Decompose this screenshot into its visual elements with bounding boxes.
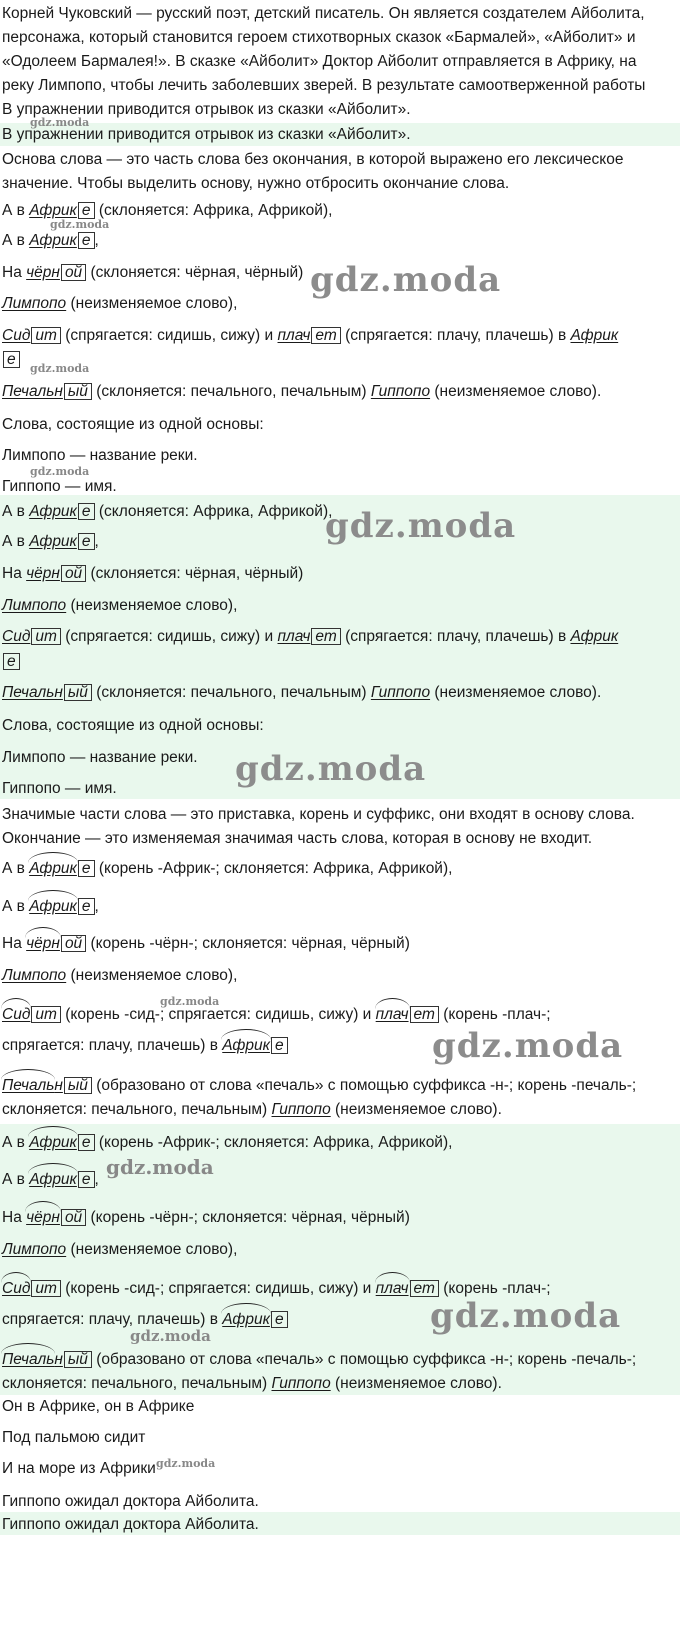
text: А в [2, 503, 25, 520]
word-ending: ый [64, 1077, 92, 1094]
text: в [209, 1037, 218, 1054]
single-base-title: Слова, состоящие из одной основы: [2, 416, 264, 433]
word-root: Африк [29, 898, 77, 915]
intro-line: «Одолеем Бармалея!». В сказке «Айболит» Доктор Айболит отправляется в Африку, на [2, 53, 637, 70]
note: (образовано от слова «печаль» с помощью суффикса -н-; корень -печаль-; [96, 1077, 637, 1094]
word-root: чёрн [26, 1209, 60, 1226]
note: (неизменяемое слово), [70, 1241, 238, 1258]
word-stem: Печальн [2, 383, 63, 400]
word-ending: е [78, 232, 95, 249]
word-ending: ой [61, 565, 86, 582]
word-ending: е [3, 653, 20, 670]
note: склоняется: печального, печальным) [2, 1375, 268, 1392]
text: На [2, 935, 22, 952]
text: На [2, 565, 22, 582]
text: и [362, 1280, 372, 1297]
word-root: Печаль [2, 1351, 55, 1368]
parts-definition: Окончание — это изменяемая значимая часть слова, которая в основу не входит. [2, 830, 593, 847]
watermark: gdz.moda [432, 1026, 624, 1066]
text: А в [2, 533, 25, 550]
word-root: Африк [29, 860, 77, 877]
text: , [94, 1171, 99, 1188]
word-ending: е [78, 898, 95, 915]
analysis-line [0, 1350, 680, 1370]
watermark: gdz.moda [130, 1327, 211, 1345]
parts-definition: Значимые части слова — это приставка, корень и суффикс, они входят в основу слова. [2, 806, 635, 823]
poem-line: Он в Африке, он в Африке [2, 1398, 195, 1415]
word-stem: плач [277, 327, 311, 344]
note: (неизменяемое слово). [434, 684, 602, 701]
single-base-title: Слова, состоящие из одной основы: [2, 717, 264, 734]
note: склоняется: печального, печальным) [2, 1101, 268, 1118]
poem-line: Гиппопо ожидал доктора Айболита. [2, 1493, 259, 1510]
note: (корень -Африк-; склоняется: Африка, Африкой), [98, 1134, 453, 1151]
word-stem: Гиппопо [271, 1375, 331, 1392]
word-root: чёрн [26, 935, 60, 952]
watermark: gdz.moda [430, 1296, 622, 1336]
poem-line: Гиппопо ожидал доктора Айболита. [2, 1516, 259, 1533]
word-root: Сид [2, 1280, 31, 1297]
analysis-line [0, 934, 680, 954]
note: (корень -чёрн-; склоняется: чёрная, чёрный) [90, 935, 410, 952]
base-definition: Основа слова — это часть слова без окончания, в которой выражено его лексическое [2, 151, 624, 168]
text: А в [2, 232, 25, 249]
text: А в [2, 202, 25, 219]
word-root: Сид [2, 1006, 31, 1023]
word-ending: е [78, 860, 95, 877]
word-stem: плач [277, 628, 311, 645]
watermark: gdz.moda [30, 465, 90, 478]
note: (склоняется: чёрная, чёрный) [90, 264, 304, 281]
word-ending: е [78, 503, 95, 520]
single-base-item: Лимпопо — название реки. [2, 447, 198, 464]
watermark: gdz.moda [30, 362, 90, 375]
word-ending: ый [64, 1351, 92, 1368]
word-ending: е [78, 1171, 95, 1188]
word-root: плач [375, 1006, 409, 1023]
word-stem: Африк [29, 503, 77, 520]
word-stem: Сид [2, 628, 31, 645]
analysis-line [0, 859, 680, 879]
note: (неизменяемое слово), [70, 295, 238, 312]
word-ending: ый [64, 684, 92, 701]
analysis-line [0, 564, 680, 584]
word-ending: ет [410, 1280, 439, 1297]
analysis-line [0, 627, 680, 647]
note: (склоняется: чёрная, чёрный) [90, 565, 304, 582]
note: (склоняется: печального, печальным) [96, 684, 367, 701]
word-suffix: н [54, 1351, 63, 1368]
analysis-line [0, 1133, 680, 1153]
text: и [362, 1006, 372, 1023]
word-ending: ит [31, 327, 61, 344]
note: (корень -плач-; [443, 1006, 551, 1023]
note: (неизменяемое слово), [70, 967, 238, 984]
note: (спрягается: сидишь, сижу) [65, 327, 261, 344]
note: (неизменяемое слово). [335, 1101, 502, 1118]
word-stem: Лимпопо [2, 597, 67, 614]
analysis-line [0, 596, 680, 616]
note: спрягается: плачу, плачешь) [2, 1037, 206, 1054]
analysis-line [0, 1100, 680, 1120]
word-stem: Гиппопо [370, 684, 431, 701]
single-base-item: Лимпопо — название реки. [2, 749, 198, 766]
word-ending: е [3, 351, 20, 368]
word-stem: Африк [570, 628, 619, 645]
word-root: Африк [222, 1037, 270, 1054]
word-suffix: н [54, 1077, 63, 1094]
word-root: Печаль [2, 1077, 55, 1094]
analysis-line [0, 1076, 680, 1096]
word-stem: Африк [570, 327, 619, 344]
word-ending: е [78, 533, 95, 550]
word-ending: ет [311, 327, 340, 344]
text: , [94, 232, 99, 249]
analysis-line [0, 683, 680, 703]
analysis-line [0, 1374, 680, 1394]
word-stem: чёрн [26, 264, 60, 281]
text: в [209, 1311, 218, 1328]
note: (корень -сид-; спрягается: сидишь, сижу) [65, 1006, 359, 1023]
text: А в [2, 1171, 25, 1188]
base-definition: значение. Чтобы выделить основу, нужно отбросить окончание слова. [2, 175, 510, 192]
watermark: gdz.moda [160, 995, 220, 1008]
word-stem: Африк [29, 202, 77, 219]
word-ending: ой [61, 264, 86, 281]
word-ending: ый [64, 383, 92, 400]
word-stem: Африк [29, 232, 77, 249]
intro-line: Корней Чуковский — русский поэт, детский писатель. Он является создателем Айболита, [2, 5, 645, 22]
note: (образовано от слова «печаль» с помощью суффикса -н-; корень -печаль-; [96, 1351, 637, 1368]
analysis-line [0, 350, 680, 370]
analysis-line [0, 326, 680, 346]
note: (неизменяемое слово), [70, 597, 238, 614]
poem-line: И на море из Африки [2, 1460, 156, 1477]
word-root: Африк [29, 1171, 77, 1188]
text: , [94, 898, 99, 915]
text: А в [2, 1134, 25, 1151]
single-base-item: Гиппопо — имя. [2, 780, 117, 797]
analysis-line [0, 1170, 680, 1190]
note: (склоняется: Африка, Африкой), [98, 503, 333, 520]
analysis-line [0, 652, 680, 672]
note: (корень -плач-; [443, 1280, 551, 1297]
word-ending: ит [31, 1006, 61, 1023]
word-ending: ой [61, 1209, 86, 1226]
note: (склоняется: печального, печальным) [96, 383, 367, 400]
intro-line: персонажа, который становится героем стихотворных сказок «Бармалей», «Айболит» и [2, 29, 636, 46]
note: (спрягается: плачу, плачешь) [345, 327, 554, 344]
word-stem: Лимпопо [2, 1241, 67, 1258]
word-stem: Лимпопо [2, 967, 67, 984]
note: (неизменяемое слово). [335, 1375, 502, 1392]
text: , [94, 533, 99, 550]
analysis-line [0, 897, 680, 917]
intro-line: реку Лимпопо, чтобы лечить заболевших зверей. В результате самоотверженной работы [2, 77, 646, 94]
analysis-line [0, 382, 680, 402]
word-stem: Гиппопо [370, 383, 431, 400]
watermark: gdz.moda [106, 1155, 214, 1179]
text: А в [2, 898, 25, 915]
word-ending: е [271, 1037, 288, 1054]
word-stem: Сид [2, 327, 31, 344]
watermark: gdz.moda [156, 1457, 216, 1470]
word-stem: чёрн [26, 565, 60, 582]
poem-line: Под пальмою сидит [2, 1429, 146, 1446]
analysis-line [0, 231, 680, 251]
analysis-line [0, 1208, 680, 1228]
note: (корень -Африк-; склоняется: Африка, Африкой), [98, 860, 453, 877]
watermark: gdz.moda [325, 506, 517, 546]
word-ending: е [271, 1311, 288, 1328]
intro-line: В упражнении приводится отрывок из сказки «Айболит». [2, 126, 411, 143]
word-ending: е [78, 1134, 95, 1151]
analysis-line [0, 1005, 680, 1025]
note: (корень -сид-; спрягается: сидишь, сижу) [65, 1280, 359, 1297]
word-ending: ет [311, 628, 340, 645]
text: На [2, 1209, 22, 1226]
note: (склоняется: Африка, Африкой), [98, 202, 333, 219]
intro-line: В упражнении приводится отрывок из сказки «Айболит». [2, 101, 411, 118]
watermark: gdz.moda [50, 218, 110, 231]
analysis-line [0, 1240, 680, 1260]
word-stem: Гиппопо [271, 1101, 331, 1118]
text: в [557, 628, 567, 645]
word-stem: Печальн [2, 684, 63, 701]
watermark: gdz.moda [30, 116, 90, 129]
note: (спрягается: сидишь, сижу) [65, 628, 261, 645]
text: и [264, 628, 274, 645]
text: На [2, 264, 22, 281]
text: А в [2, 860, 25, 877]
word-root: плач [375, 1280, 409, 1297]
text: и [264, 327, 274, 344]
single-base-item: Гиппопо — имя. [2, 478, 117, 495]
word-ending: е [78, 202, 95, 219]
word-root: Африк [29, 1134, 77, 1151]
word-stem: Лимпопо [2, 295, 67, 312]
word-ending: ой [61, 935, 86, 952]
word-ending: ет [410, 1006, 439, 1023]
word-stem: Африк [29, 533, 77, 550]
watermark: gdz.moda [235, 749, 427, 789]
note: спрягается: плачу, плачешь) [2, 1311, 206, 1328]
word-ending: ит [31, 1280, 61, 1297]
text: в [557, 327, 567, 344]
word-root: Африк [222, 1311, 270, 1328]
word-ending: ит [31, 628, 61, 645]
watermark: gdz.moda [310, 260, 502, 300]
note: (неизменяемое слово). [434, 383, 602, 400]
note: (спрягается: плачу, плачешь) [345, 628, 554, 645]
note: (корень -чёрн-; склоняется: чёрная, чёрный) [90, 1209, 410, 1226]
analysis-line [0, 966, 680, 986]
